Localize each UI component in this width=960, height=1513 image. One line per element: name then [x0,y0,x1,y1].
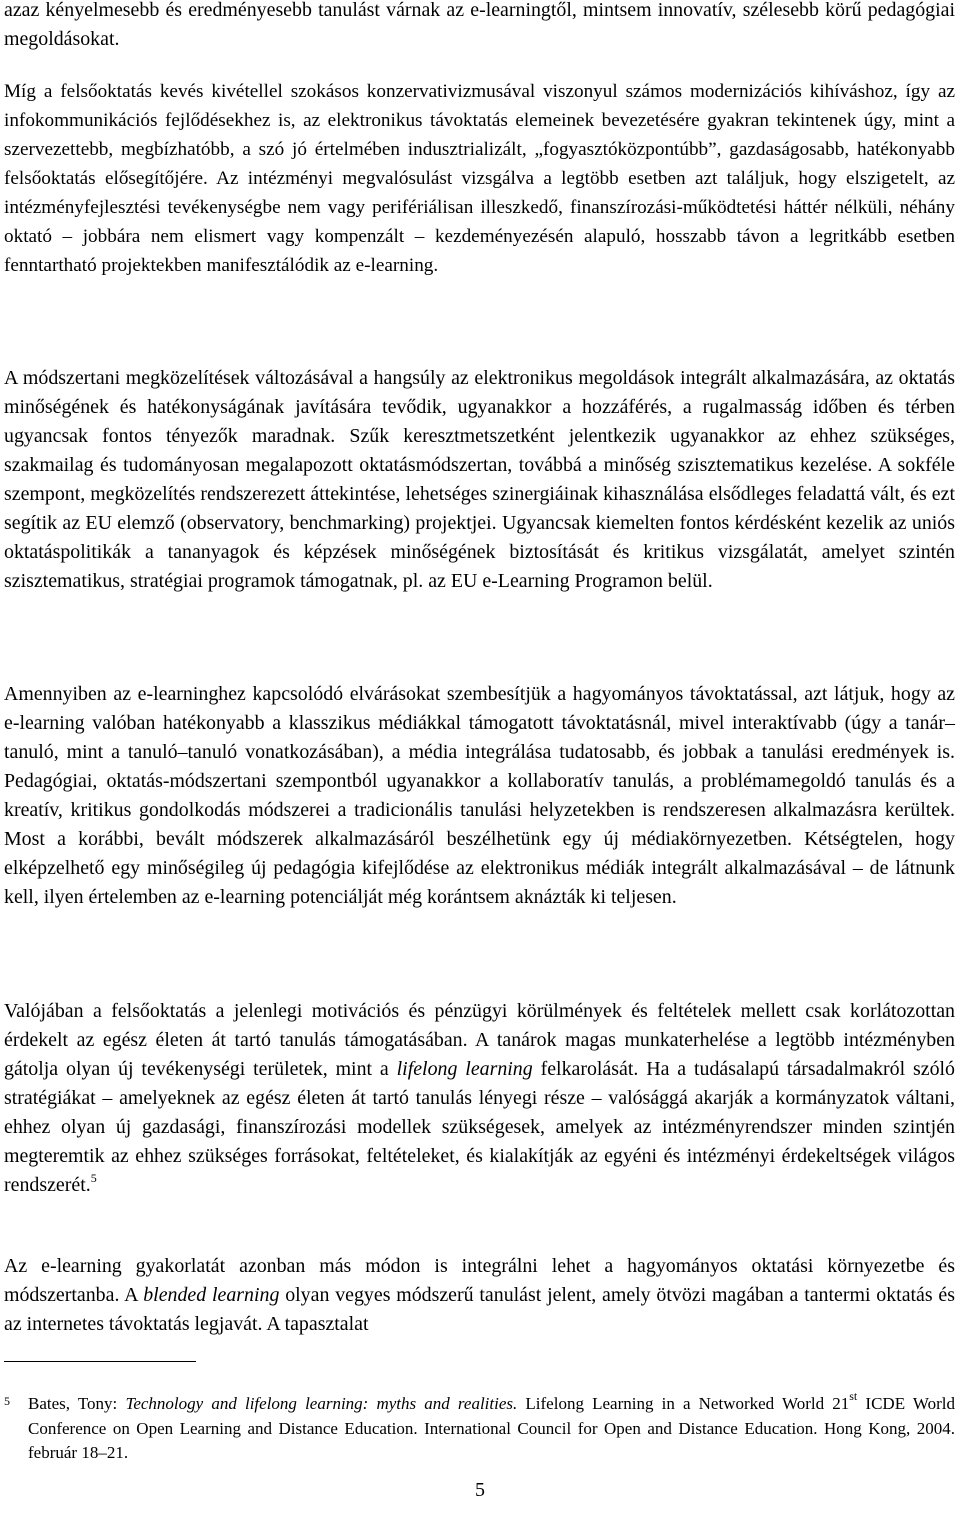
paragraph-6-italic-term: blended learning [143,1284,280,1306]
paragraph-6-text-b: olyan vegyes módszerű tanulást jelent, amely ötvözi magában a tantermi oktatás és az internetes távoktatás legjavát. A tapasztalat [4,1284,956,1335]
paragraph-5-text-a: Valójában a felsőoktatás a jelenlegi motivációs és pénzügyi körülmények és feltételek mellett csak korlátozottan érdekelt az egész életen át tartó tanulás támogatásában. A tanárok magas munkaterhelése a legtöbb intézményben gátolja olyan új tevékenységi területek, mint a [4,1000,955,1080]
footnote-author: Bates, Tony: [28,1394,126,1413]
footnote-number: 5 [4,1394,10,1408]
footnote-ordinal-suffix: st [849,1389,858,1403]
paragraph-4: Amennyiben az e-learninghez kapcsolódó elvárásokat szembesítjük a hagyományos távoktatással, azt látjuk, hogy az e-learning valóban hatékonyabb a klasszikus médiákkal támogatott távoktatásnál, mivel interaktívabb (úgy a tanár–tanuló, mint a tanuló–tanuló vonatkozásában), a média integrálása tudatosabb, és jobbak a tanulási eredmények is. Pedagógiai, oktatás-módszertani szempontból ugyanakkor a kollaboratív tanulás, a problémamegoldó tanulás és a kreatív, kritikus gondolkodás módszerei a tradicionális tanulási helyzetekben is rendszeresen alkalmazásra kerültek. Most a korábbi, bevált módszerek alkalmazásáról beszélhetünk egy új médiakörnyezetben. Kétségtelen, hogy elképzelhető egy minőségileg új pedagógia kifejlődése az elektronikus médiák integrált alkalmazásával – de látnunk kell, ilyen értelemben az e-learning potenciálját még korántsem aknázták ki teljesen. [4,683,955,908]
paragraph-5 [4,997,955,1200]
paragraph-5-italic-term: lifelong learning [396,1058,533,1080]
paragraph-6 [4,1252,955,1339]
paragraph-1: azaz kényelmesebb és eredményesebb tanulást várnak az e-learningtől, mintsem innovatív, szélesebb körű pedagógiai megoldásokat. [4,0,955,50]
footnote-rest-a: Lifelong Learning in a Networked World 21 [517,1394,850,1413]
paragraph-6-text-a: Az e-learning gyakorlatát azonban más módon is integrálni lehet a hagyományos oktatási környezetbe és módszertanba. A [4,1255,955,1306]
page-number: 5 [475,1479,485,1501]
footnote-separator [4,1361,196,1362]
footnote-rest-b: ICDE World Conference on Open Learning and Distance Education. International Council for Open and Distance Education. Hong Kong, 2004. február 18–21. [28,1394,955,1462]
footnote-text [4,1389,955,1466]
paragraph-3: A módszertani megközelítések változásával a hangsúly az elektronikus megoldások integrált alkalmazására, az oktatás minőségének és hatékonyságának javítására tevődik, ugyanakkor a hozzáférés, a rugalmasság időben és térben ugyancsak fontos tényezők maradnak. Szűk keresztmetszetként jelentkezik ugyanakkor az ehhez szükséges, szakmailag és tudományosan megalapozott oktatásmódszertan, továbbá a minőség szisztematikus kezelése. A sokféle szempont, megközelítés rendszerezett áttekintése, lehetséges szinergiáinak kihasználása elsődleges feladattá vált, és ezt segítik az EU elemző (observatory, benchmarking) projektjei. Ugyancsak kiemelten fontos kérdésként kezelik az uniós oktatáspolitikák a tananyagok és képzések minőségének biztosítását és kritikus vizsgálatát, amelyet szintén szisztematikus, stratégiai programok támogatnak, pl. az EU e-Learning Programon belül. [4,367,955,592]
footnote-title: Technology and lifelong learning: myths and realities. [125,1394,518,1413]
paragraph-2: Míg a felsőoktatás kevés kivétellel szokásos konzervativizmusával viszonyul számos modernizációs kihíváshoz, így az infokommunikációs fejlődésekhez is, az elektronikus távoktatás elemeinek bevezetésére gyakran tekintenek úgy, mint a szervezettebb, megbízhatóbb, a szó jó értelmében indusztrializált, „fogyasztóközpontúbb”, gazdaságosabb, hatékonyabb felsőoktatás elősegítőjére. Az intézményi megvalósulást vizsgálva a legtöbb esetben azt találjuk, hogy elszigetelt, az intézményfejlesztési tevékenységbe nem vagy perifériálisan illeszkedő, finanszírozási-működtetési háttér nélküli, néhány oktató – jobbára nem elismert vagy kompenzált – kezdeményezésén alapuló, hosszabb távon a legritkább esetben fenntartható projektekben manifesztálódik az e-learning. [4,81,955,276]
footnote [4,1389,955,1466]
paragraph-5-text-b: felkarolását. Ha a tudásalapú társadalmakról szóló stratégiákat – amelyeknek az egész életen át tartó tanulás lényegi része – valósággá akarják a kormányzatok váltani, ehhez olyan új gazdasági, finanszírozási modellek szükségesek, amelyek az intézményrendszer minden szintjén megteremtik az ehhez szükséges forrásokat, feltételeket, és kialakítják az egyéni és intézményi érdekeltségek világos rendszerét. [4,1058,955,1196]
footnote-reference[interactable]: 5 [90,1171,97,1185]
